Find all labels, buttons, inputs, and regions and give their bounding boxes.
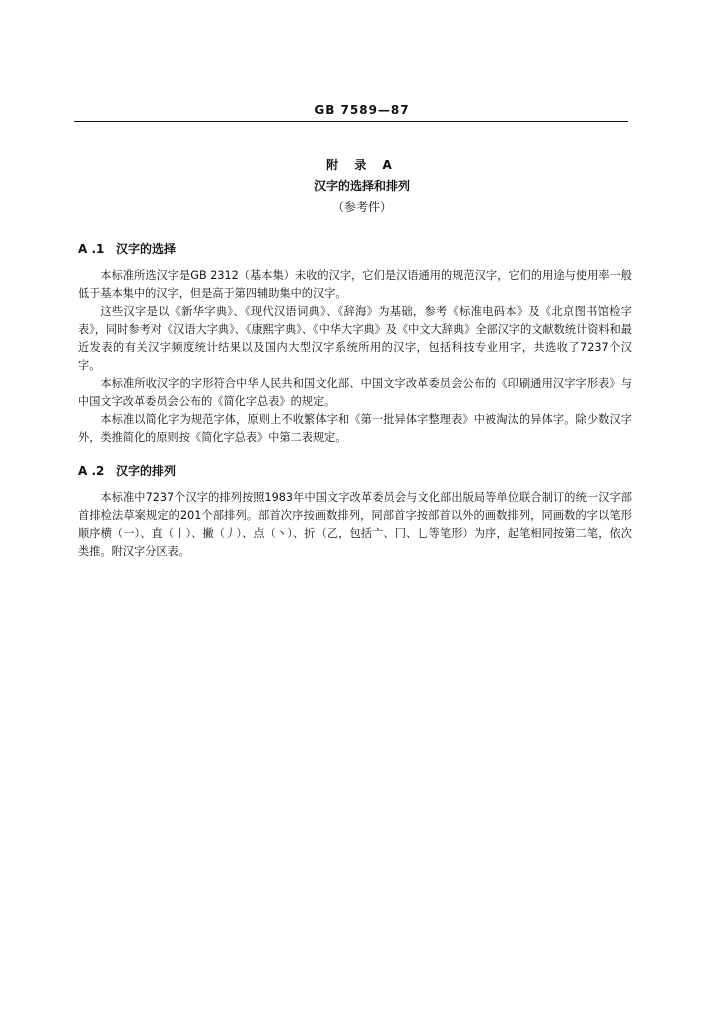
header-rule (74, 121, 628, 122)
appendix-subtitle: 汉字的选择和排列 (313, 179, 410, 193)
section-a1-paragraph-2: 这些汉字是以《新华字典》、《现代汉语词典》、《辞海》为基础，参考《标准电码本》及《北京图书馆检字表》，同时参考对《汉语大字典》、《康熙字典》、《中华大字典》及《中文大辞典》全部汉字的文献数统计资料和最近发表的有关汉字频度统计结果以及国内大型汉字系统所用的汉字，包括科技专业用字，共选收了7237个汉字。 (78, 305, 632, 372)
section-a1-paragraph-1: 本标准所选汉字是GB 2312（基本集）未收的汉字，它们是汉语通用的规范汉字，它们的用途与使用率一般低于基本集中的汉字，但是高于第四辅助集中的汉字。 (78, 269, 632, 300)
section-a2-heading (78, 462, 176, 479)
section-a2-paragraph-1: 本标准中7237个汉字的排列按照1983年中国文字改革委员会与文化部出版局等单位联合制订的统一汉字部首排检法草案规定的201个部排列。部首次序按画数排列，同部首字按部首以外的画数排列，同画数的字以笔形顺序横（一）、直（丨）、撇（丿）、点（丶）、折（乙，包括亠、冂、乚等笔形）为序，起笔相同按第二笔，依次类推。附汉字分区表。 (78, 491, 632, 558)
section-a1-title: 汉字的选择 (116, 242, 177, 256)
section-a1-paragraph-4: 本标准以简化字为规范字体，原则上不收繁体字和《第一批异体字整理表》中被淘汰的异体字。除少数汉字外，类推简化的原则按《简化字总表》中第二表规定。 (78, 413, 632, 444)
section-a2-number: A .2 (78, 464, 105, 478)
appendix-note: （参考件） (331, 200, 392, 214)
section-a1-number: A .1 (78, 242, 105, 256)
section-a1-paragraph-3: 本标准所收汉字的字形符合中华人民共和国文化部、中国文字改革委员会公布的《印刷通用汉字字形表》与中国文字改革委员会公布的《简化字总表》的规定。 (78, 377, 632, 408)
standard-code-header: GB 7589—87 (314, 103, 410, 117)
section-a2-title: 汉字的排列 (116, 464, 177, 478)
section-a1-heading (78, 240, 176, 257)
appendix-title: 附 录 A (326, 158, 398, 172)
